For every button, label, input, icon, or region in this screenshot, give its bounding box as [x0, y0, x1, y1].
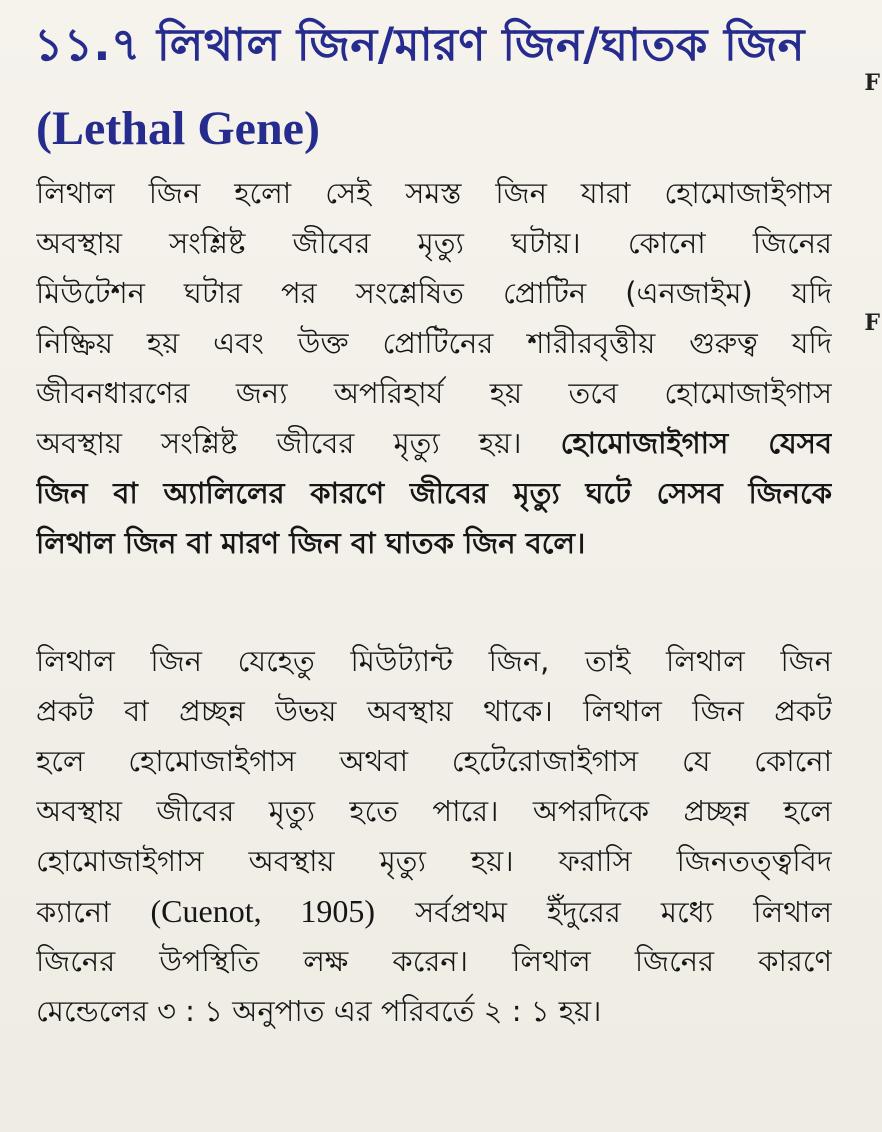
text-segment: অবস্থায় সংশ্লিষ্ট জীবের মৃত্যু হয়। — [36, 426, 522, 460]
margin-mark: F — [864, 310, 880, 336]
text-line: জীবনধারণের জন্য অপরিহার্য হয় তবে হোমোজাইগাস — [36, 376, 832, 410]
margin-mark: F — [864, 70, 880, 96]
text-line: জিনের উপস্থিতি লক্ষ করেন। লিথাল জিনের কারণে — [36, 944, 832, 978]
text-line: অবস্থায় সংশ্লিষ্ট জীবের মৃত্যু ঘটায়। কোনো জিনের — [36, 226, 832, 260]
text-line: লিথাল জিন যেহেতু মিউট্যান্ট জিন, তাই লিথাল জিন — [36, 644, 832, 678]
paragraph-definition — [36, 168, 832, 568]
text-line-ratio: মেন্ডেলের ৩ : ১ অনুপাত এর পরিবর্তে ২ : ১ হয়। — [36, 994, 602, 1028]
text-line: হোমোজাইগাস অবস্থায় মৃত্যু হয়। ফরাসি জিনতত্ত্ববিদ — [36, 844, 832, 878]
bold-definition-start: হোমোজাইগাস যেসব — [560, 426, 832, 460]
text-segment: ক্যানো — [36, 895, 111, 929]
citation-cuenot: (Cuenot, 1905) — [150, 893, 376, 929]
bold-definition-line: লিথাল জিন বা মারণ জিন বা ঘাতক জিন বলে। — [36, 526, 586, 560]
text-line: মিউটেশন ঘটার পর সংশ্লেষিত প্রোটিন (এনজাইম) যদি — [36, 276, 832, 310]
text-line: নিষ্ক্রিয় হয় এবং উক্ত প্রোটিনের শারীরবৃত্তীয় গুরুত্ব যদি — [36, 326, 832, 360]
paragraph-explanation — [36, 636, 832, 1036]
text-segment: সর্বপ্রথম ইঁদুরের মধ্যে লিথাল — [415, 895, 832, 929]
section-heading: ১১.৭ লিথাল জিন/মারণ জিন/ঘাতক জিন — [34, 18, 805, 71]
text-line: অবস্থায় জীবের মৃত্যু হতে পারে। অপরদিকে প্রচ্ছন্ন হলে — [36, 794, 832, 828]
text-line-mixed — [36, 418, 832, 468]
bold-definition-line: জিন বা অ্যালিলের কারণে জীবের মৃত্যু ঘটে সেসব জিনকে — [36, 476, 832, 510]
text-line-citation — [36, 886, 832, 936]
text-line: লিথাল জিন হলো সেই সমস্ত জিন যারা হোমোজাইগাস — [36, 176, 832, 210]
text-line: প্রকট বা প্রচ্ছন্ন উভয় অবস্থায় থাকে। লিথাল জিন প্রকট — [36, 694, 832, 728]
section-subheading-english: (Lethal Gene) — [36, 102, 320, 155]
text-line: হলে হোমোজাইগাস অথবা হেটেরোজাইগাস যে কোনো — [36, 744, 832, 778]
